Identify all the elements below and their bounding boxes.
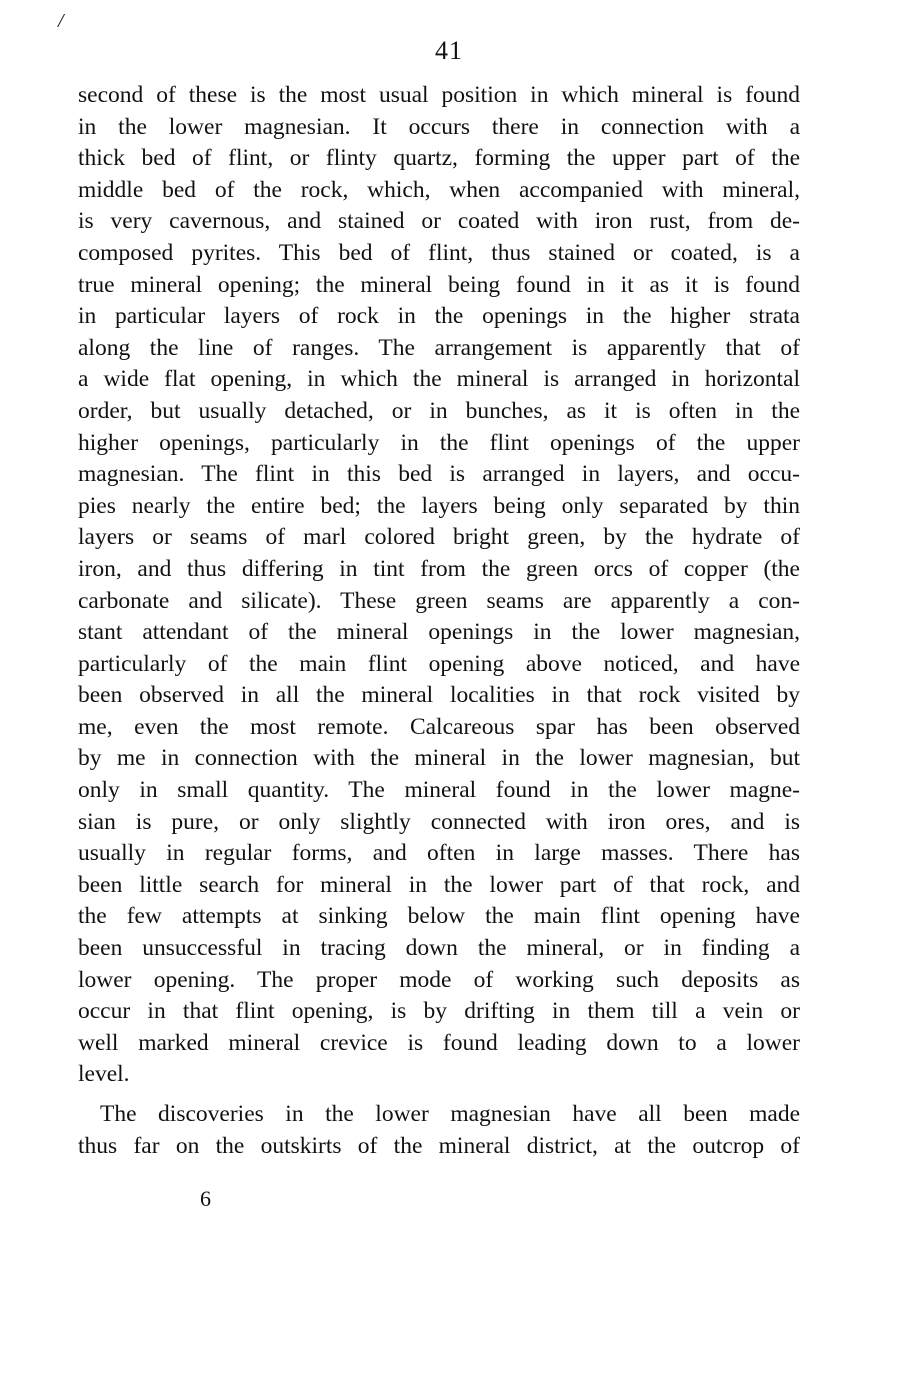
- paragraph-gap: [78, 1091, 800, 1099]
- text-line: thick bed of flint, or flinty quartz, forming the upper part of the: [78, 145, 800, 172]
- text-line: middle bed of the rock, which, when accompanied with mineral,: [78, 176, 800, 203]
- text-line: me, even the most remote. Calcareous spar has been observed: [78, 713, 800, 740]
- text-line: sian is pure, or only slightly connected with iron ores, and is: [78, 808, 800, 835]
- text-line: in the lower magnesian. It occurs there in connection with a: [78, 113, 800, 140]
- text-line: a wide flat opening, in which the mineral is arranged in horizontal: [78, 366, 800, 393]
- text-line: is very cavernous, and stained or coated with iron rust, from de-: [78, 208, 800, 235]
- text-line: pies nearly the entire bed; the layers being only separated by thin: [78, 492, 800, 519]
- text-line: level.: [78, 1061, 130, 1088]
- text-line: particularly of the main flint opening above noticed, and have: [78, 650, 800, 677]
- text-line: higher openings, particularly in the flint openings of the upper: [78, 429, 800, 456]
- text-line: usually in regular forms, and often in large masses. There has: [78, 840, 800, 867]
- text-line: second of these is the most usual position in which mineral is found: [78, 82, 800, 108]
- text-line: occur in that flint opening, is by drifting in them till a vein or: [78, 998, 800, 1025]
- text-line: been little search for mineral in the lower part of that rock, and: [78, 871, 800, 898]
- text-line: stant attendant of the mineral openings in the lower magnesian,: [78, 619, 800, 646]
- paragraph-1: [78, 80, 800, 1091]
- body-text: [78, 80, 800, 1162]
- text-line: been unsuccessful in tracing down the mineral, or in finding a: [78, 935, 800, 962]
- text-line: along the line of ranges. The arrangement is apparently that of: [78, 334, 800, 361]
- text-line: composed pyrites. This bed of flint, thus stained or coated, is a: [78, 239, 800, 266]
- text-line: thus far on the outskirts of the mineral district, at the outcrop of: [78, 1132, 800, 1159]
- text-line: magnesian. The flint in this bed is arranged in layers, and occu-: [78, 461, 800, 488]
- text-line: well marked mineral crevice is found leading down to a lower: [78, 1029, 800, 1056]
- text-line: in particular layers of rock in the openings in the higher strata: [78, 303, 800, 330]
- text-line: only in small quantity. The mineral found in the lower magne-: [78, 777, 800, 804]
- text-line: layers or seams of marl colored bright green, by the hydrate of: [78, 524, 800, 551]
- signature-number: 6: [200, 1186, 211, 1211]
- text-line: The discoveries in the lower magnesian have all been made: [100, 1101, 800, 1127]
- text-line: order, but usually detached, or in bunches, as it is often in the: [78, 397, 800, 424]
- stray-ink-mark: /: [58, 10, 64, 32]
- text-line: true mineral opening; the mineral being found in it as it is found: [78, 271, 800, 298]
- text-line: the few attempts at sinking below the main flint opening have: [78, 903, 800, 930]
- text-line: lower opening. The proper mode of working such deposits as: [78, 966, 800, 993]
- text-line: by me in connection with the mineral in the lower magnesian, but: [78, 745, 800, 772]
- page-number: 41: [435, 36, 463, 65]
- text-line: been observed in all the mineral localities in that rock visited by: [78, 682, 800, 709]
- paragraph-2: [78, 1099, 800, 1162]
- text-line: carbonate and silicate). These green seams are apparently a con-: [78, 587, 800, 614]
- text-line: iron, and thus differing in tint from the green orcs of copper (the: [78, 555, 800, 582]
